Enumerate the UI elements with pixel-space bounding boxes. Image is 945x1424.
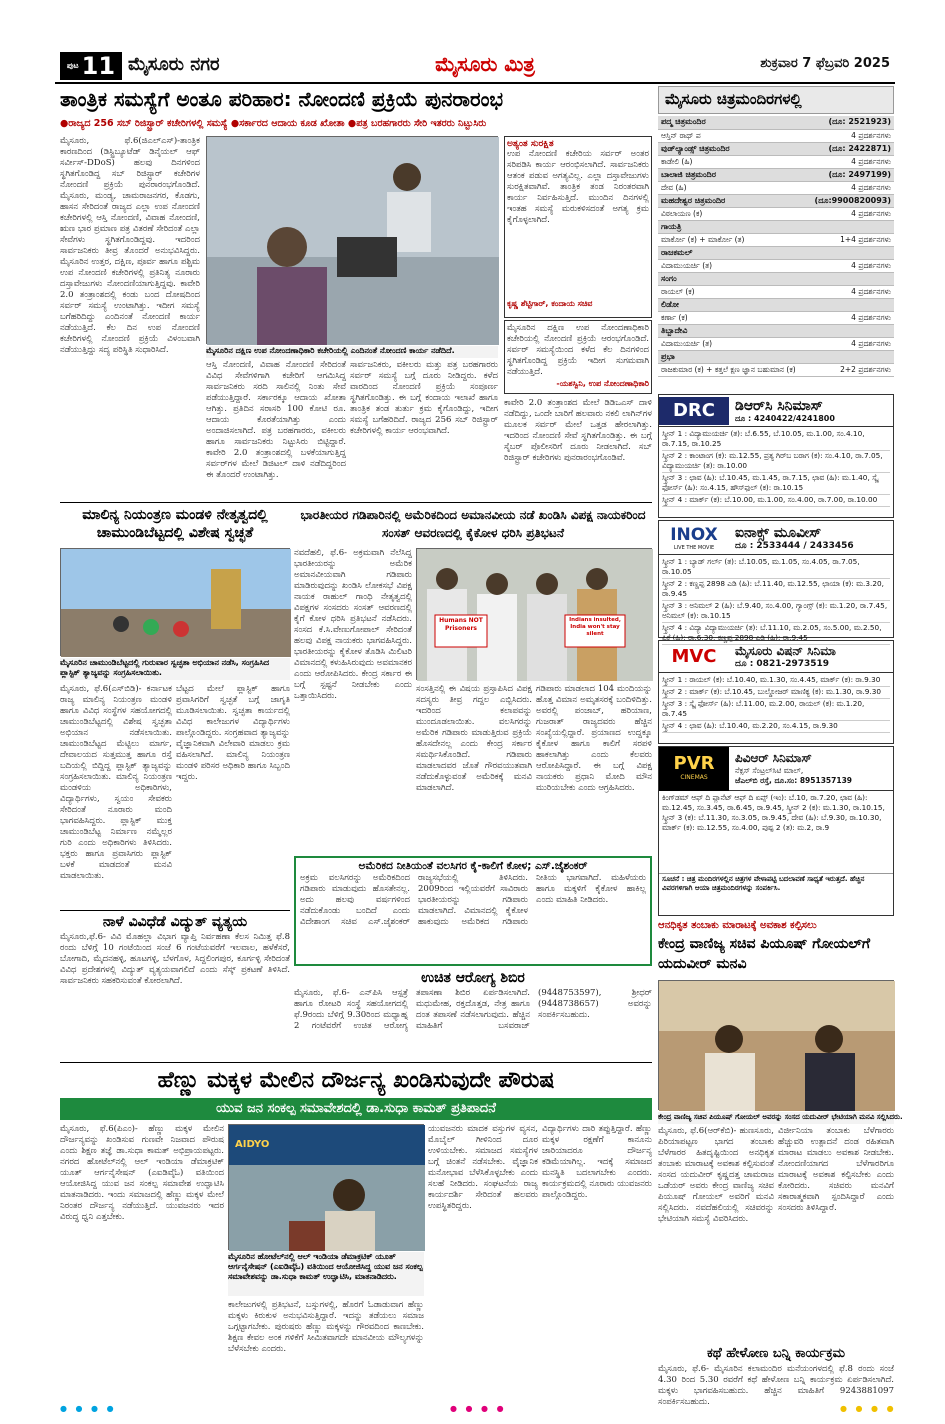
screen-row: ಸ್ಕ್ರೀನ್ 4 : ಮಾರ್ಕ್ (ಕ): ಬೆ.10.00, ಮ.1.00, ಸಂ.4.00, ರಾ.7.00, ರಾ.10.00 xyxy=(662,495,890,507)
mvc-box xyxy=(658,640,894,744)
women-caption: ಮೈಸೂರಿನ ಹೋಟೆಲ್‌ನಲ್ಲಿ ಆಲ್ ಇಂಡಿಯಾ ಡೆಮಾಕ್ರಟಿಕ್ ಯೂತ್ ಆರ್ಗನೈಸೇಷನ್ (ಎಐಡಿವೈಓ) ವತಿಯಿಂದ ಆಯೋಜಿಸಿದ್ದ ಯುವ ಜನ ಸಂಕಲ್ಪ ಸಮಾವೇಶವನ್ನು ಡಾ.ಸುಧಾ ಕಾಮತ್ ಉದ್ಘಾಟಿಸಿ, ಮಾತನಾಡಿದರು. xyxy=(228,1252,424,1296)
women-body-3: ಯುವಜನರು ಮಾದಕ ವಸ್ತುಗಳ ವ್ಯಸನ, ಮೊಬೈಲ್ ಗೀಳಿನಿಂದ ದೂರ ಉಳಿಯಬೇಕು. ಸಮಾಜದ ಸಮಸ್ಯೆಗಳ ಬಗ್ಗೆ ಚಿಂತನೆ ನಡೆಸಬೇಕು. ವೈಜ್ಞಾನಿಕ ಮನೋಭಾವ ಬೆಳೆಸಿಕೊಳ್ಳಬೇಕು ಎಂದು ಸಲಹೆ ನೀಡಿದರು. ಸಂಘಟನೆಯ ರಾಜ್ಯ ಕಾರ್ಯದರ್ಶಿ ಸೇರಿದಂತೆ ಹಲವರು ಉಪಸ್ಥಿತರಿದ್ದರು. xyxy=(428,1124,538,1211)
movie-row xyxy=(658,337,894,350)
mvc-phone: ದೂ : 0821-2973519 xyxy=(735,659,830,669)
hall-phone xyxy=(807,324,894,337)
hall-name: ಬಾಲಾಜಿ ಚಿತ್ರಮಂದಿರ xyxy=(658,168,807,181)
movie-row xyxy=(658,259,894,272)
quote-box-title: ಅತ್ಯಂತ ಸುರಕ್ಷಿತ xyxy=(507,139,554,149)
meeting-photo-illustration xyxy=(659,981,895,1111)
movie-shows: 4 ಪ್ರದರ್ಶನಗಳು xyxy=(807,337,894,350)
women-body-2: ಕಾಲೇಜುಗಳಲ್ಲಿ ಪ್ರತಿಭಟನೆ, ಬಸ್ಸುಗಳಲ್ಲಿ, ಹೊರಗೆ ಓಡಾಡುವಾಗ ಹೆಣ್ಣು ಮಕ್ಕಳು ಕಿರುಕುಳ ಅನುಭವಿಸುತ್ತಿದ್ದಾರೆ. ಇದನ್ನು ತಡೆಯಲು ಸಮಾಜ ಒಗ್ಗಟ್ಟಾಗಬೇಕು. ಪುರುಷರು ಹೆಣ್ಣು ಮಕ್ಕಳನ್ನು ಗೌರವದಿಂದ ಕಾಣಬೇಕು. ಶಿಕ್ಷಣ ಕೇವಲ ಅಂಕ ಗಳಿಕೆಗೆ ಸೀಮಿತವಾಗದೇ ಮಾನವೀಯ ಮೌಲ್ಯಗಳನ್ನು ಬೆಳೆಸಬೇಕು ಎಂದರು. xyxy=(228,1300,424,1354)
jaishankar-body: ಅಕ್ರಮ ವಲಸಿಗರನ್ನು ಅಮೆರಿಕದಿಂದ ಗಡಿಪಾರು ಮಾಡುವುದು ಹೊಸತೇನಲ್ಲ. ಅದು ಹಲವು ವರ್ಷಗಳಿಂದ ನಡೆದುಕೊಂಡು ಬಂದಿದೆ ಎಂದು ವಿದೇಶಾಂಗ ಸಚಿವ ಎಸ್.ಜೈಶಂಕರ್ ರಾಜ್ಯಸಭೆಯಲ್ಲಿ ತಿಳಿಸಿದರು. 2009ರಿಂದ ಇಲ್ಲಿಯವರೆಗೆ ಸಾವಿರಾರು ಭಾರತೀಯರನ್ನು ಗಡಿಪಾರು ಮಾಡಲಾಗಿದೆ. ವಿಮಾನದಲ್ಲಿ ಕೈಕೋಳ ಹಾಕುವುದು ಅಮೆರಿಕದ ಗಡಿಪಾರು ನೀತಿಯ ಭಾಗವಾಗಿದೆ. ಮಹಿಳೆಯರು ಹಾಗೂ ಮಕ್ಕಳಿಗೆ ಕೈಕೋಳ ಹಾಕಿಲ್ಲ ಎಂದು ಮಾಹಿತಿ ನೀಡಿದರು. xyxy=(300,873,646,927)
rule-2 xyxy=(60,910,290,911)
footer-dots-right: ● ● ● ● xyxy=(840,1404,897,1413)
hall-phone xyxy=(807,272,894,285)
protest-body-2: ಸಂಸತ್ತಿನಲ್ಲಿ ಈ ವಿಷಯ ಪ್ರಸ್ತಾಪಿಸಿದ ವಿಪಕ್ಷ ಸದಸ್ಯರು ತೀವ್ರ ಗದ್ದಲ ಎಬ್ಬಿಸಿದರು. ಇದರಿಂದ ಕಲಾಪವನ್ನು ಮುಂದೂಡಲಾಯಿತು. ವಲಸಿಗರನ್ನು ಅಮೆರಿಕ ಗಡಿಪಾರು ಮಾಡುತ್ತಿರುವ ಪ್ರಕ್ರಿಯೆ ಹೊಸದೇನಲ್ಲ ಎಂದು ಕೇಂದ್ರ ಸರ್ಕಾರ ಸಮರ್ಥಿಸಿಕೊಂಡಿದೆ. ಗಡಿಪಾರು ಮಾಡಲಾದವರ ಜೊತೆ ಗೌರವಯುತವಾಗಿ ನಡೆದುಕೊಳ್ಳುವಂತೆ ಅಮೆರಿಕಕ್ಕೆ ಮನವಿ ಮಾಡಲಾಗಿದೆ. xyxy=(416,684,532,793)
power-body: ಮೈಸೂರು,ಫೆ.6- ವಿವಿ ಮೊಹಲ್ಲಾ ವಿಭಾಗ ವ್ಯಾಪ್ತಿ ನಿರ್ವಹಣಾ ಕೆಲಸ ನಿಮಿತ್ತ ಫೆ.8 ರಂದು ಬೆಳಿಗ್ಗೆ 10 ಗಂಟೆಯಿಂದ ಸಂಜೆ 6 ಗಂಟೆಯವರೆಗೆ ಇಲವಾಲ, ಹಳೆಕೆಸರೆ, ಬೋಗಾದಿ, ಮೈದನಹಳ್ಳಿ, ಹೂಟಗಳ್ಳಿ, ಬೆಳಗೊಳ, ಸಿದ್ದಲಿಂಗಪುರ, ಕೂರ್ಗಳ್ಳಿ ಸೇರಿದಂತೆ ವಿವಿಧ ಪ್ರದೇಶಗಳಲ್ಲಿ ವಿದ್ಯುತ್ ವ್ಯತ್ಯಯವಾಗಲಿದೆ ಎಂದು ಸೆಸ್ಕ್ ಪ್ರಕಟಣೆ ತಿಳಿಸಿದೆ. ಸಾರ್ವಜನಿಕರು ಸಹಕರಿಸುವಂತೆ ಕೋರಲಾಗಿದೆ. xyxy=(60,932,290,986)
power-headline: ನಾಳೆ ವಿವಿಧೆಡೆ ವಿದ್ಯುತ್ ವ್ಯತ್ಯಯ xyxy=(102,914,248,930)
page-header xyxy=(0,48,945,82)
movie-shows: 4 ಪ್ರದರ್ಶನಗಳು xyxy=(807,181,894,194)
movie-row xyxy=(658,181,894,194)
inox-name: ಐನಾಕ್ಸ್ ಮೂವೀಸ್ xyxy=(735,524,822,541)
section-name: ಮೈಸೂರು ನಗರ xyxy=(128,54,220,75)
protest-photo-illustration xyxy=(417,549,653,681)
yaduveer-body-2: ವಿರ್ಜೀನಿಯಾ ತಂಬಾಕು ಬೆಳೆಗಾರರು ಹೆಚ್ಚುವರಿ ಉತ್ಪಾದನೆ ದಂಡ ರಹಿತವಾಗಿ ಮಾರಾಟ ಮಾಡಲು ಅವಕಾಶ ನೀಡಬೇಕು. ನೋಂದಣಿಯಾಗದ ಬೆಳೆಗಾರರಿಗೂ ಮಾರಾಟಕ್ಕೆ ಅವಕಾಶ ಕಲ್ಪಿಸಬೇಕು ಎಂದು ಕೋರಿದರು. ಸಚಿವರು ಮನವಿಗೆ ಸಕಾರಾತ್ಮಕವಾಗಿ ಸ್ಪಂದಿಸಿದ್ದಾರೆ ಎಂದು ಸಂಸದರು ತಿಳಿಸಿದ್ದಾರೆ. xyxy=(778,1126,894,1213)
movie-row xyxy=(658,285,894,298)
office-photo-illustration xyxy=(207,137,499,345)
cinema-hall-row xyxy=(658,194,894,207)
hall-phone: (ದೂ: 2422871) xyxy=(807,142,894,155)
lead-photo xyxy=(206,136,498,344)
lead-quote-box-1 xyxy=(504,136,652,318)
drc-phone: ದೂ : 4240422/4241800 xyxy=(735,413,835,423)
footer-dots-mid: ● ● ● ● xyxy=(450,1404,507,1413)
hill-cleanup-photo xyxy=(61,549,291,657)
inox-rows xyxy=(659,555,893,647)
cinema-hall-row xyxy=(658,272,894,285)
quote-box-2-text: ಮೈಸೂರಿನ ದಕ್ಷಿಣ ಉಪ ನೋಂದಣಾಧಿಕಾರಿ ಕಚೇರಿಯಲ್ಲಿ ನೋಂದಣಿ ಪ್ರಕ್ರಿಯೆ ಆರಂಭಗೊಂಡಿದೆ. ಸರ್ವರ್ ಸಮಸ್ಯೆಯಿಂದ ಕಳೆದ ಕೆಲ ದಿನಗಳಿಂದ ಸ್ಥಗಿತಗೊಂಡಿದ್ದ ಪ್ರಕ್ರಿಯೆ ಇದೀಗ ಸುಗಮವಾಗಿ ನಡೆಯುತ್ತಿದೆ. xyxy=(507,323,649,377)
women-body-4: ವಿದ್ಯಾರ್ಥಿಗಳು ದಾರಿ ತಪ್ಪುತ್ತಿದ್ದಾರೆ. ಹೆಣ್ಣು ಮಕ್ಕಳ ರಕ್ಷಣೆಗೆ ಕಾನೂನು ಜಾರಿಯಾದರೂ ದೌರ್ಜನ್ಯ ಕಡಿಮೆಯಾಗಿಲ್ಲ. ಇದಕ್ಕೆ ಸಮಾಜದ ಮನಸ್ಥಿತಿ ಬದಲಾಗಬೇಕು ಎಂದರು. ಕಾರ್ಯಕ್ರಮದಲ್ಲಿ ನೂರಾರು ಯುವಜನರು ಪಾಲ್ಗೊಂಡಿದ್ದರು. xyxy=(542,1124,652,1200)
hall-name: ವುಡ್‌ಲ್ಯಾಂಡ್ಸ್ ಚಿತ್ರಮಂದಿರ xyxy=(658,142,807,155)
page-number: 11 xyxy=(81,52,116,80)
protest-body: ನವದೆಹಲಿ, ಫೆ.6- ಅಕ್ರಮವಾಗಿ ನೆಲೆಸಿದ್ದ ಭಾರತೀಯರನ್ನು ಅಮೆರಿಕ ಅಮಾನವೀಯವಾಗಿ ಗಡಿಪಾರು ಮಾಡಿರುವುದನ್ನು ಖಂಡಿಸಿ ಲೋಕಸಭೆ ವಿಪಕ್ಷ ನಾಯಕ ರಾಹುಲ್ ಗಾಂಧಿ ನೇತೃತ್ವದಲ್ಲಿ ವಿಪಕ್ಷಗಳ ಸಂಸದರು ಸಂಸತ್ ಆವರಣದಲ್ಲಿ ಕೈಗೆ ಕೋಳ ಧರಿಸಿ ಪ್ರತಿಭಟನೆ ನಡೆಸಿದರು. ಸಂಸದ ಕೆ.ಸಿ.ವೇಣುಗೋಪಾಲ್ ಸೇರಿದಂತೆ ಹಲವು ವಿಪಕ್ಷ ನಾಯಕರು ಭಾಗವಹಿಸಿದ್ದರು. ಭಾರತೀಯರನ್ನು ಕೈಕೋಳ ತೊಡಿಸಿ ಮಿಲಿಟರಿ ವಿಮಾನದಲ್ಲಿ ಕಳುಹಿಸಿರುವುದು ಅವಮಾನಕರ ಎಂದು ಆರೋಪಿಸಿದರು. ಕೇಂದ್ರ ಸರ್ಕಾರ ಈ ಬಗ್ಗೆ ಸ್ಪಷ್ಟನೆ ನೀಡಬೇಕು ಎಂದು ಒತ್ತಾಯಿಸಿದರು. xyxy=(294,548,412,701)
cleanliness-caption: ಮೈಸೂರಿನ ಚಾಮುಂಡಿಬೆಟ್ಟದಲ್ಲಿ ಗುರುವಾರ ಸ್ವಚ್ಛತಾ ಅಭಿಯಾನ ನಡೆಸಿ, ಸಂಗ್ರಹಿಸಿದ ಪ್ಲಾಸ್ಟಿಕ್ ತ್ಯಾಜ್ಯವನ್ನು ಸಂಗ್ರಹಿಸಲಾಯಿತು. xyxy=(60,658,290,680)
cleanliness-body-2: ಬೆಟ್ಟದ ಮೇಲೆ ಪ್ಲಾಸ್ಟಿಕ್ ಹಾಗೂ ಪ್ರವಾಸಿಗರಿಗೆ ಸ್ವಚ್ಛತೆ ಬಗ್ಗೆ ಜಾಗೃತಿ ಮೂಡಿಸಲಾಯಿತು. ಸ್ವಚ್ಛತಾ ಕಾರ್ಯದಲ್ಲಿ ವಿವಿಧ ಕಾಲೇಜುಗಳ ವಿದ್ಯಾರ್ಥಿಗಳು ಪಾಲ್ಗೊಂಡಿದ್ದರು. ಸಂಗ್ರಹವಾದ ತ್ಯಾಜ್ಯವನ್ನು ವೈಜ್ಞಾನಿಕವಾಗಿ ವಿಲೇವಾರಿ ಮಾಡಲು ಕ್ರಮ ವಹಿಸಲಾಗಿದೆ. ಮಾಲಿನ್ಯ ನಿಯಂತ್ರಣ ಮಂಡಳಿ ಪರಿಸರ ಅಧಿಕಾರಿ ಹಾಗೂ ಸಿಬ್ಬಂದಿ ಇದ್ದರು. xyxy=(176,684,290,782)
lead-headline: ತಾಂತ್ರಿಕ ಸಮಸ್ಯೆಗೆ ಅಂತೂ ಪರಿಹಾರ: ನೋಂದಣಿ ಪ್ರಕ್ರಿಯೆ ಪುನರಾರಂಭ xyxy=(60,87,504,111)
movie-row xyxy=(658,207,894,220)
quote-box-text: ಉಪ ನೋಂದಣಿ ಕಚೇರಿಯ ಸರ್ವರ್ ಅಂತರ ಸರಿಪಡಿಸಿ ಕಾರ್ಯ ಆರಂಭಿಸಲಾಗಿದೆ. ಸಾರ್ವಜನಿಕರು ಆತಂಕ ಪಡುವ ಅಗತ್ಯವಿಲ್ಲ. ಎಲ್ಲಾ ದಸ್ತಾವೇಜುಗಳು ಸುರಕ್ಷಿತವಾಗಿವೆ. ತಾಂತ್ರಿಕ ತಂಡ ನಿರಂತರವಾಗಿ ಕಾರ್ಯ ನಿರ್ವಹಿಸುತ್ತಿದೆ. ಮುಂದಿನ ದಿನಗಳಲ್ಲಿ ಇಂತಹ ಸಮಸ್ಯೆ ಮರುಕಳಿಸದಂತೆ ಅಗತ್ಯ ಕ್ರಮ ಕೈಗೊಳ್ಳಲಾಗಿದೆ. xyxy=(507,149,649,225)
mvc-name: ಮೈಸೂರು ವಿಷನ್ ಸಿನಿಮಾ xyxy=(735,644,836,658)
screen-row: ಸ್ಕ್ರೀನ್ 3 : ಸ್ಕೈ ಫೋರ್ಸ್ (ಹಿ): ಬೆ.11.00, ಮ.2.00, ರಾಯಲ್ (ಕ): ಮ.1.20, ರಾ.7.45 xyxy=(662,699,890,721)
movie-title: ಕಾಡೇಲಿ (ಹಿ) xyxy=(658,155,807,168)
hall-phone: (ದೂ: 2497199) xyxy=(807,168,894,181)
drc-logo: DRC xyxy=(659,397,729,425)
story-body: ಮೈಸೂರು, ಫೆ.6- ಮೈಸೂರಿನ ಕಲಾಮಂದಿರ ಮನೆಯಂಗಳದಲ್ಲಿ ಫೆ.8 ರಂದು ಸಂಜೆ 4.30 ರಿಂದ 5.30 ರವರೆಗೆ ಕಥೆ ಹೇಳೋಣ ಬನ್ನಿ ಕಾರ್ಯಕ್ರಮ ಏರ್ಪಡಿಸಲಾಗಿದೆ. ಮಕ್ಕಳು ಭಾಗವಹಿಸಬಹುದು. ಹೆಚ್ಚಿನ ಮಾಹಿತಿಗೆ 9243881097 ಸಂಪರ್ಕಿಸಬಹುದು. xyxy=(658,1364,894,1407)
movie-shows: 2+2 ಪ್ರದರ್ಶನಗಳು xyxy=(807,363,894,376)
cinema-hall-row xyxy=(658,298,894,311)
issue-date: ಶುಕ್ರವಾರ 7 ಫೆಬ್ರವರಿ 2025 xyxy=(760,56,890,71)
screen-row: ಸ್ಕ್ರೀನ್ 2 : ಕಾಂಟಾಂಗ (ಕ): ಮ.12.55, ಪ್ರತ್ಯ ಗಿರ್‌ಬ ಬರಾಗ (ಕ): ಸಂ.4.10, ರಾ.7.05, ವಿದ್ಯಾಮುಯರ್ಚಿ (ತ): ರಾ.10.00 xyxy=(662,451,890,473)
protest-headline: ಭಾರತೀಯರ ಗಡಿಪಾರಿನಲ್ಲಿ ಅಮೆರಿಕದಿಂದ ಅಮಾನವೀಯ ನಡೆ ಖಂಡಿಸಿ ವಿಪಕ್ಷ ನಾಯಕರಿಂದ ಸಂಸತ್ ಆವರಣದಲ್ಲಿ ಕೈಕೋಳ ಧರಿಸಿ ಪ್ರತಿಭಟನೆ xyxy=(300,508,646,540)
movie-row xyxy=(658,311,894,324)
hall-name: ಪದ್ಮ ಚಿತ್ರಮಂದಿರ xyxy=(658,116,807,129)
mvc-rows xyxy=(659,673,893,735)
placard-2: Indians insulted, India won't stay silent xyxy=(569,617,621,637)
movie-shows: 4 ಪ್ರದರ್ಶನಗಳು xyxy=(807,207,894,220)
women-photo xyxy=(228,1124,424,1250)
drc-box xyxy=(658,394,894,518)
hall-phone xyxy=(807,298,894,311)
movie-shows: 4 ಪ್ರದರ್ಶನಗಳು xyxy=(807,155,894,168)
pvr-name: ಪಿವಿಆರ್ ಸಿನಿಮಾಸ್ xyxy=(735,751,812,765)
cinema-hall-row xyxy=(658,168,894,181)
hall-name: ಸಂಗಂ xyxy=(658,272,807,285)
cinema-table xyxy=(658,116,894,377)
hall-phone xyxy=(807,350,894,363)
pvr-rows: ಕಿಂಗ್‌ಡಮ್ ಆಫ್ ದಿ ಪ್ಲಾನೆಟ್ ಆಫ್ ದಿ ಏಪ್ಸ್ (ಇಂ): ಬೆ.10, ರಾ.7.20, ಛಾವ (ಹಿ): ಮ.12.45, ಸಂ.3.45, ರಾ.6.45, ರಾ.9.45, ಸ್ಕ್ರೀನ್ 2 (ಕ): ಮ.1.30, ರಾ.10.15, ಸ್ಕ್ರೀನ್ 3 (ಕ): ಬೆ.11.30, ಸಂ.3.05, ರಾ.9.45, ದೇವ (ಹಿ): ಬೆ.9.30, ರಾ.10.30, ಮಾರ್ಕ್ (ಕ): ಮ.12.55, ಸಂ.4.00, ಪುಷ್ಪ 2 (ತ): ಮ.2, ರಾ.9 xyxy=(662,793,885,832)
rule-1 xyxy=(60,502,652,503)
movie-title: ದೇವ (ಹಿ) xyxy=(658,181,807,194)
cleanliness-photo xyxy=(60,548,290,656)
movie-title: ಕರ್ಣಾ (ಕ) xyxy=(658,311,807,324)
yaduveer-kicker: ಆನಧಿಕೃತ ತಂಬಾಕು ಮಾರಾಟಕ್ಕೆ ಅವಕಾಶ ಕಲ್ಪಿಸಲು xyxy=(658,920,817,931)
inox-tag: LIVE THE MOVIE xyxy=(673,544,715,551)
yaduveer-headline: ಕೇಂದ್ರ ವಾಣಿಜ್ಯ ಸಚಿವ ಪಿಯೂಷ್ ಗೋಯಲ್‌ಗೆ ಯದುವೀರ್ ಮನವಿ xyxy=(658,936,871,972)
hall-name: ತಿಬ್ಬಾದೇವಿ xyxy=(658,324,807,337)
pvr-phone: ಜೆಎಲ್‌ಬಿ ರಸ್ತೆ, ದೂ.ಸಂ: 8951357139 xyxy=(735,776,853,785)
pvr-logo: PVR xyxy=(673,752,715,774)
page-number-box xyxy=(60,52,122,80)
cinema-title: ಮೈಸೂರು ಚಿತ್ರಮಂದಿರಗಳಲ್ಲಿ xyxy=(658,86,894,114)
screen-row: ಸ್ಕ್ರೀನ್ 2 : ಕಣ್ಣಪ್ಪ 2898 ಎಡಿ (ಹಿ): ಬೆ.11.40, ಮ.12.55, ಛಾಯಾ (ಕ): ಮ.3.20, ರಾ.9.45 xyxy=(662,579,890,601)
inox-logo-block xyxy=(659,525,729,551)
story-headline: ಕಥೆ ಹೇಳೋಣ ಬನ್ನಿ ಕಾರ್ಯಕ್ರಮ xyxy=(706,1346,846,1361)
protest-body-3: ಗಡಿಪಾರು ಮಾಡಲಾದ 104 ಮಂದಿಯನ್ನು ಹೊತ್ತ ವಿಮಾನ ಅಮೃತಸರಕ್ಕೆ ಬಂದಿಳಿದಿತ್ತು. ಅವರಲ್ಲಿ ಪಂಜಾಬ್, ಹರಿಯಾಣ, ಗುಜರಾತ್ ರಾಜ್ಯದವರು ಹೆಚ್ಚಿನ ಸಂಖ್ಯೆಯಲ್ಲಿದ್ದಾರೆ. ಪ್ರಯಾಣದ ಉದ್ದಕ್ಕೂ ಕೈಕೋಳ ಹಾಗೂ ಕಾಲಿಗೆ ಸರಪಳಿ ಹಾಕಲಾಗಿತ್ತು ಎಂದು ಕೆಲವರು ಆರೋಪಿಸಿದ್ದಾರೆ. ಈ ಬಗ್ಗೆ ವಿಪಕ್ಷ ನಾಯಕರು ಪ್ರಧಾನಿ ಮೋದಿ ಮೌನ ಮುರಿಯಬೇಕು ಎಂದು ಆಗ್ರಹಿಸಿದರು. xyxy=(536,684,652,793)
cinema-hall-row xyxy=(658,142,894,155)
health-headline: ಉಚಿತ ಆರೋಗ್ಯ ಶಿಬಿರ xyxy=(421,970,525,986)
jaishankar-box xyxy=(294,856,652,966)
screen-row: ಸ್ಕ್ರೀನ್ 4 : ಛಾವ (ಹಿ): ಬೆ.10.40, ಮ.2.20, ಸಂ.4.15, ರಾ.9.30 xyxy=(662,721,890,733)
movie-title: ವಿದಾಮುಯರ್ಚಿ (ತ) xyxy=(658,259,807,272)
lead-body-col3: ಸಾರ್ವಜನಿಕರು, ವಕೀಲರು ಮತ್ತು ಪತ್ರ ಬರಹಗಾರರು ಸರ್ವರ್ ಸಮಸ್ಯೆ ಬಗ್ಗೆ ದೂರು ನೀಡಿದ್ದರು. ಕಳೆದ ವಾರದಿಂದ ನೋಂದಣಿ ಪ್ರಕ್ರಿಯೆ ಸಂಪೂರ್ಣ ಸ್ಥಗಿತಗೊಂಡಿತ್ತು. ಈ ಬಗ್ಗೆ ಕಂದಾಯ ಇಲಾಖೆ ಹಾಗೂ ತಾಂತ್ರಿಕ ತಂಡ ತುರ್ತು ಕ್ರಮ ಕೈಗೊಂಡಿದ್ದು, ಇದೀಗ ಸಮಸ್ಯೆ ಬಗೆಹರಿದಿದೆ. ರಾಜ್ಯದ 256 ಸಬ್ ರಿಜಿಸ್ಟ್ರಾರ್ ಕಚೇರಿಗಳಲ್ಲಿ ಕಾರ್ಯ ಆರಂಭವಾಗಿದೆ. xyxy=(350,360,498,436)
cinema-hall-row xyxy=(658,220,894,233)
yaduveer-photo xyxy=(658,980,894,1110)
hall-name: ಗಾಯತ್ರಿ xyxy=(658,220,807,233)
pvr-addr: ನೆಕ್ಸಸ್ ಸೆಂಟ್ರಲ್‌ಸಿಟಿ ಮಾಲ್, xyxy=(735,766,804,775)
movie-shows: 1+4 ಪ್ರದರ್ಶನಗಳು xyxy=(807,233,894,246)
protest-photo xyxy=(416,548,652,680)
movie-shows: 4 ಪ್ರದರ್ಶನಗಳು xyxy=(807,129,894,142)
footer-dots-left: ● ● ● ● xyxy=(60,1404,117,1413)
pvr-logo-block xyxy=(659,747,729,791)
mvc-logo: MVC xyxy=(671,646,717,667)
hall-phone: (ದೂ:9900820093) xyxy=(807,194,894,207)
lead-quote-box-2 xyxy=(504,320,652,394)
movie-row xyxy=(658,233,894,246)
quote-box-byline: ಕೃಷ್ಣ ಶೆಟ್ಟಿಗಾರ್, ಕಂದಾಯ ಸಚಿವ xyxy=(507,299,593,308)
movie-shows: 4 ಪ್ರದರ್ಶನಗಳು xyxy=(807,285,894,298)
cleanliness-body: ಮೈಸೂರು, ಫೆ.6(ಎಸ್‌ಬಿಡಿ)- ಕರ್ನಾಟಕ ರಾಜ್ಯ ಮಾಲಿನ್ಯ ನಿಯಂತ್ರಣ ಮಂಡಳಿ ಹಾಗೂ ವಿವಿಧ ಸಂಸ್ಥೆಗಳ ಸಹಯೋಗದಲ್ಲಿ ಚಾಮುಂಡಿಬೆಟ್ಟದಲ್ಲಿ ವಿಶೇಷ ಸ್ವಚ್ಛತಾ ಅಭಿಯಾನ ನಡೆಸಲಾಯಿತು. ಚಾಮುಂಡಿಬೆಟ್ಟದ ಮೆಟ್ಟಿಲು ಮಾರ್ಗ, ದೇವಾಲಯದ ಸುತ್ತಮುತ್ತ ಹಾಗೂ ರಸ್ತೆ ಬದಿಯಲ್ಲಿ ಬಿದ್ದಿದ್ದ ಪ್ಲಾಸ್ಟಿಕ್ ತ್ಯಾಜ್ಯವನ್ನು ಸಂಗ್ರಹಿಸಲಾಯಿತು. ಮಾಲಿನ್ಯ ನಿಯಂತ್ರಣ ಮಂಡಳಿಯ ಅಧಿಕಾರಿಗಳು, ವಿದ್ಯಾರ್ಥಿಗಳು, ಸ್ವಯಂ ಸೇವಕರು ಸೇರಿದಂತೆ ನೂರಾರು ಮಂದಿ ಭಾಗವಹಿಸಿದ್ದರು. ಪ್ಲಾಸ್ಟಿಕ್ ಮುಕ್ತ ಚಾಮುಂಡಿಬೆಟ್ಟ ನಿರ್ಮಾಣ ನಮ್ಮೆಲ್ಲರ ಗುರಿ ಎಂದು ಅಧಿಕಾರಿಗಳು ತಿಳಿಸಿದರು. ಭಕ್ತರು ಹಾಗೂ ಪ್ರವಾಸಿಗರು ಪ್ಲಾಸ್ಟಿಕ್ ಬಳಕೆ ಮಾಡದಂತೆ ಮನವಿ ಮಾಡಲಾಯಿತು. xyxy=(60,684,172,881)
movie-row xyxy=(658,129,894,142)
hall-phone xyxy=(807,220,894,233)
inox-phone: ದೂ : 2533444 / 2433456 xyxy=(735,540,854,551)
lead-subhead: ●ರಾಜ್ಯದ 256 ಸಬ್ ರಿಜಿಸ್ಟ್ರಾರ್ ಕಚೇರಿಗಳಲ್ಲಿ ಸಮಸ್ಯೆ ●ಸರ್ಕಾರದ ಆದಾಯ ಕೂಡ ಖೋತಾ ●ಪತ್ರ ಬರಹಗಾರರು ಸೇರಿ ಇತರರು ನಿಟ್ಟುಸಿರು xyxy=(60,118,487,129)
pvr-sub: CINEMAS xyxy=(680,773,708,781)
cinema-hall-row xyxy=(658,324,894,337)
placard-1: Humans NOT Prisoners xyxy=(439,617,483,632)
header-rule xyxy=(55,82,895,84)
movie-row xyxy=(658,363,894,376)
pvr-box xyxy=(658,746,894,916)
movie-title: ವಿದಾಮುಯರ್ಚಿ (ತ) xyxy=(658,337,807,350)
screen-row: ಸ್ಕ್ರೀನ್ 3 : ಅನಿಮಲ್ 2 (ಹಿ): ಬೆ.9.40, ಸಂ.4.00, ಗ್ಯಾಂಗ್ಸ್ (ಕ): ಮ.1.20, ರಾ.7.45, ಅನಿಮಲ್ (ಕ): ರಾ.10.15 xyxy=(662,601,890,623)
page-label: ಪುಟ xyxy=(66,61,79,70)
movie-shows: 4 ಪ್ರದರ್ಶನಗಳು xyxy=(807,259,894,272)
lead-body-col2: ಆಸ್ತಿ ನೋಂದಣಿ, ವಿವಾಹ ನೋಂದಣಿ ಸೇರಿದಂತೆ ವಿವಿಧ ಸೇವೆಗಳಿಗಾಗಿ ಕಚೇರಿಗೆ ಆಗಮಿಸಿದ್ದ ಸಾರ್ವಜನಿಕರು ಸರದಿ ಸಾಲಿನಲ್ಲಿ ನಿಂತು ಸೇವೆ ಪಡೆಯುತ್ತಿದ್ದಾರೆ. ಸರ್ಕಾರಕ್ಕೂ ಆದಾಯ ಖೋತಾ ಆಗಿತ್ತು. ಪ್ರತಿದಿನ ಸರಾಸರಿ 100 ಕೋಟಿ ರೂ. ಆದಾಯ ಕೊರತೆಯಾಗಿತ್ತು ಎಂದು ಅಂದಾಜಿಸಲಾಗಿದೆ. ಪತ್ರ ಬರಹಗಾರರು, ವಕೀಲರು ಹಾಗೂ ಸಾರ್ವಜನಿಕರು ನಿಟ್ಟುಸಿರು ಬಿಟ್ಟಿದ್ದಾರೆ. ಕಾವೇರಿ 2.0 ತಂತ್ರಾಂಶದಲ್ಲಿ ಬಳಕೆಯಾಗುತ್ತಿದ್ದ ಸರ್ವರ್‌ಗಳ ಮೇಲೆ ಡಿಜಿಟಲ್ ದಾಳಿ ನಡೆದಿದ್ದರಿಂದ ಈ ತೊಂದರೆ ಉಂಟಾಗಿತ್ತು. xyxy=(206,360,346,480)
hall-name: ಮಹದೇಶ್ವರ ಚಿತ್ರಮಂದಿರ xyxy=(658,194,807,207)
cinema-hall-row xyxy=(658,246,894,259)
hall-name: ರಾಜಕಮಲ್ xyxy=(658,246,807,259)
yaduveer-body-1: ಮೈಸೂರು, ಫೆ.6(ಆರ್‌ಕೆಬಿ)- ಹುಣಸೂರು, ಪಿರಿಯಾಪಟ್ಟಣ ಭಾಗದ ತಂಬಾಕು ಬೆಳೆಗಾರರ ಹಿತದೃಷ್ಟಿಯಿಂದ ಅನಧಿಕೃತ ತಂಬಾಕು ಮಾರಾಟಕ್ಕೆ ಅವಕಾಶ ಕಲ್ಪಿಸುವಂತೆ ಸಂಸದ ಯದುವೀರ್ ಕೃಷ್ಣದತ್ತ ಚಾಮರಾಜ ಒಡೆಯರ್ ಅವರು ಕೇಂದ್ರ ವಾಣಿಜ್ಯ ಸಚಿವ ಪಿಯೂಷ್ ಗೋಯಲ್ ಅವರಿಗೆ ಮನವಿ ಸಲ್ಲಿಸಿದರು. ನವದೆಹಲಿಯಲ್ಲಿ ಸಚಿವರನ್ನು ಭೇಟಿಯಾಗಿ ಸಮಸ್ಯೆ ವಿವರಿಸಿದರು. xyxy=(658,1126,774,1224)
movie-title: ರಾಯಲ್ (ಕ) xyxy=(658,285,807,298)
lead-body-col1: ಮೈಸೂರು, ಫೆ.6(ಜಿಎಲ್‌ಎಸ್)-ತಾಂತ್ರಿಕ ಕಾರಣದಿಂದ (ಡಿಸ್ಟ್ರಿಬ್ಯೂಟೆಡ್ ಡಿನೈಯಲ್ ಆಫ್ ಸರ್ವೀಸ್-DDoS) ಹಲವು ದಿನಗಳಿಂದ ಸ್ಥಗಿತಗೊಂಡಿದ್ದ ಸಬ್ ರಿಜಿಸ್ಟ್ರಾರ್ ಕಚೇರಿಗಳ ನೋಂದಣಿ ಪ್ರಕ್ರಿಯೆ ಪುನರಾರಂಭಗೊಂಡಿದೆ. ಮೈಸೂರು, ಮಂಡ್ಯ, ಚಾಮರಾಜನಗರ, ಕೊಡಗು, ಹಾಸನ ಸೇರಿದಂತೆ ರಾಜ್ಯದ ಎಲ್ಲಾ ಉಪ ನೋಂದಣಿ ಕಚೇರಿಗಳಲ್ಲಿ ಆಸ್ತಿ ನೋಂದಣಿ, ವಿವಾಹ ನೋಂದಣಿ, ಋಣ ಭಾರ ಪ್ರಮಾಣ ಪತ್ರ ವಿತರಣೆ ಸೇರಿದಂತೆ ಎಲ್ಲಾ ಸೇವೆಗಳು ಸ್ಥಗಿತಗೊಂಡಿದ್ದವು. ಇದರಿಂದ ಸಾರ್ವಜನಿಕರು ತೀವ್ರ ತೊಂದರೆ ಅನುಭವಿಸಿದ್ದರು. ಮೈಸೂರಿನ ಉತ್ತರ, ದಕ್ಷಿಣ, ಪೂರ್ವ ಹಾಗೂ ಪಶ್ಚಿಮ ಉಪ ನೋಂದಣಿ ಕಚೇರಿಗಳಲ್ಲಿ ಪ್ರತಿನಿತ್ಯ ನೂರಾರು ದಸ್ತಾವೇಜುಗಳು ನೋಂದಣಿಯಾಗುತ್ತಿದ್ದವು. ಕಾವೇರಿ 2.0 ತಂತ್ರಾಂಶದಲ್ಲಿ ಕಂಡು ಬಂದ ದೋಷದಿಂದ ಸರ್ವರ್ ಸಮಸ್ಯೆ ಉಂಟಾಗಿತ್ತು. ಇದೀಗ ಸಮಸ್ಯೆ ಬಗೆಹರಿದಿದ್ದು ಎಂದಿನಂತೆ ನೋಂದಣಿ ಕಾರ್ಯ ನಡೆಯುತ್ತಿದೆ. ಕೆಲ ದಿನ ಉಪ ನೋಂದಣಿ ಕಚೇರಿಗಳಲ್ಲಿ ನೋಂದಣಿ ಪ್ರಕ್ರಿಯೆ ವಿಳಂಬವಾಗಿ ನಡೆಯುತ್ತಿದ್ದು ಸದ್ಯ ಪರಿಸ್ಥಿತಿ ಸುಧಾರಿಸಿದೆ. xyxy=(60,136,200,355)
screen-row: ಸ್ಕ್ರೀನ್ 1 : ಬ್ಯಾಡ್ ಗರ್ಲ್ (ತ): ಬೆ.10.05, ಮ.1.05, ಸಂ.4.05, ರಾ.7.05, ರಾ.10.05 xyxy=(662,557,890,579)
movie-shows: 4 ಪ್ರದರ್ಶನಗಳು xyxy=(807,311,894,324)
cleanliness-headline: ಮಾಲಿನ್ಯ ನಿಯಂತ್ರಣ ಮಂಡಳಿ ನೇತೃತ್ವದಲ್ಲಿ ಚಾಮುಂಡಿಬೆಟ್ಟದಲ್ಲಿ ವಿಶೇಷ ಸ್ವಚ್ಛತೆ xyxy=(82,507,268,541)
inox-box xyxy=(658,520,894,642)
banner-text-aidyo: AIDYO xyxy=(235,1139,270,1150)
masthead: ಮೈಸೂರು ಮಿತ್ರ xyxy=(435,52,535,76)
movie-title: ವಿಠಲಾಯಣ (ಕ) xyxy=(658,207,807,220)
movie-row xyxy=(658,155,894,168)
cinema-hall-row xyxy=(658,116,894,129)
lead-photo-caption: ಮೈಸೂರಿನ ದಕ್ಷಿಣ ಉಪ ನೋಂದಣಾಧಿಕಾರಿ ಕಚೇರಿಯಲ್ಲಿ ಎಂದಿನಂತೆ ನೋಂದಣಿ ಕಾರ್ಯ ನಡೆದಿದೆ. xyxy=(206,346,498,358)
yaduveer-caption: ಕೇಂದ್ರ ವಾಣಿಜ್ಯ ಸಚಿವ ಪಿಯೂಷ್ ಗೋಯಲ್ ಅವರನ್ನು ಸಂಸದ ಯದುವೀರ್ ಭೇಟಿಯಾಗಿ ಮನವಿ ಸಲ್ಲಿಸಿದರು. xyxy=(658,1112,894,1124)
screen-row: ಸ್ಕ್ರೀನ್ 1 : ವಿದ್ಯಾಮುಯರ್ಚಿ (ತ): ಬೆ.6.55, ಬೆ.10.05, ಮ.1.00, ಸಂ.4.10, ರಾ.7.15, ರಾ.10.25 xyxy=(662,429,890,451)
health-body: ಮೈಸೂರು, ಫೆ.6- ಎನ್‌ಪಿಸಿ ಆಸ್ಪತ್ರೆ ಹಾಗೂ ರೋಟರಿ ಸಂಸ್ಥೆ ಸಹಯೋಗದಲ್ಲಿ ಫೆ.9ರಂದು ಬೆಳಿಗ್ಗೆ 9.30ರಿಂದ ಮಧ್ಯಾಹ್ನ 2 ಗಂಟೆವರೆಗೆ ಉಚಿತ ಆರೋಗ್ಯ ತಪಾಸಣಾ ಶಿಬಿರ ಏರ್ಪಡಿಸಲಾಗಿದೆ. ಮಧುಮೇಹ, ರಕ್ತದೊತ್ತಡ, ನೇತ್ರ ಹಾಗೂ ದಂತ ತಪಾಸಣೆ ನಡೆಸಲಾಗುವುದು. ಹೆಚ್ಚಿನ ಮಾಹಿತಿಗೆ ಬಸವರಾಜ್ (9448753597), ಶ್ರೀಧರ್ (9448738657) ಅವರನ್ನು ಸಂಪರ್ಕಿಸಬಹುದು. xyxy=(294,988,652,1031)
cinema-hall-row xyxy=(658,350,894,363)
hall-phone xyxy=(807,246,894,259)
movie-title: ಆಸ್ತಿನ್ ರಾಥ್ ಪ xyxy=(658,129,807,142)
women-headline: ಹೆಣ್ಣು ಮಕ್ಕಳ ಮೇಲಿನ ದೌರ್ಜನ್ಯ ಖಂಡಿಸುವುದೇ ಪೌರುಷ xyxy=(157,1068,555,1093)
hall-name: ಪ್ರಭಾ xyxy=(658,350,807,363)
women-body-1: ಮೈಸೂರು, ಫೆ.6(ಪಿಎಂ)- ಹೆಣ್ಣು ಮಕ್ಕಳ ಮೇಲಿನ ದೌರ್ಜನ್ಯವನ್ನು ಖಂಡಿಸುವ ಗುಣವೇ ನಿಜವಾದ ಪೌರುಷ ಎಂದು ಶಿಕ್ಷಣ ತಜ್ಞೆ ಡಾ.ಸುಧಾ ಕಾಮತ್ ಅಭಿಪ್ರಾಯಪಟ್ಟರು. ನಗರದ ಹೋಟೆಲ್‌ನಲ್ಲಿ ಆಲ್ ಇಂಡಿಯಾ ಡೆಮಾಕ್ರಟಿಕ್ ಯೂತ್ ಆರ್ಗನೈಸೇಷನ್ (ಎಐಡಿವೈಓ) ವತಿಯಿಂದ ಆಯೋಜಿಸಿದ್ದ ಯುವ ಜನ ಸಂಕಲ್ಪ ಸಮಾವೇಶ ಉದ್ಘಾಟಿಸಿ ಮಾತನಾಡಿದರು. ಇಂದು ಸಮಾಜದಲ್ಲಿ ಹೆಣ್ಣು ಮಕ್ಕಳ ಮೇಲೆ ನಿರಂತರ ದೌರ್ಜನ್ಯ ನಡೆಯುತ್ತಿದೆ. ಯುವಜನರು ಇದರ ವಿರುದ್ಧ ಧ್ವನಿ ಎತ್ತಬೇಕು. xyxy=(60,1124,224,1222)
movie-title: ರಾಜಕುಮಾರ (ಕ) + ಕತ್ತಲೆ ಕ್ಷಣ ಜ್ಞಾನ ಬಹುಮಾನ (ಕ) xyxy=(658,363,807,376)
jaishankar-headline: ಅಮೆರಿಕದ ನೀತಿಯಂತೆ ವಲಸಿಗರ ಕೈ-ಕಾಲಿಗೆ ಕೋಳ; ಎಸ್.ಜೈಶಂಕರ್ xyxy=(358,860,588,872)
drc-name: ಡಿಆರ್‌ಸಿ ಸಿನಿಮಾಸ್ xyxy=(735,397,823,414)
hall-name: ಲಿಡೋ xyxy=(658,298,807,311)
quote-box-2-byline: -ಯಶಸ್ವಿನಿ, ಉಪ ನೋಂದಣಾಧಿಕಾರಿ xyxy=(556,379,649,388)
drc-rows xyxy=(659,427,893,509)
women-banner: ಯುವ ಜನ ಸಂಕಲ್ಪ ಸಮಾವೇಶದಲ್ಲಿ ಡಾ.ಸುಧಾ ಕಾಮತ್ ಪ್ರತಿಪಾದನೆ xyxy=(60,1098,652,1120)
cinema-schedule xyxy=(658,116,894,390)
movie-title: ಮಾರ್ಕೋ (ಕ) + ಮಾರ್ಕೋ (ತ) xyxy=(658,233,807,246)
screen-row: ಸ್ಕ್ರೀನ್ 2 : ಮಾರ್ಕ್ (ಕ): ಬೆ.10.45, ಬುಲ್ಡೋಜರ್ ಮಾಣಿಕ್ಯ (ಕ): ಮ.1.30, ರಾ.9.30 xyxy=(662,687,890,699)
screen-row: ಸ್ಕ್ರೀನ್ 3 : ಛಾವ (ಹಿ): ಬೆ.10.45, ಮ.1.45, ರಾ.7.15, ಛಾವ (ಹಿ): ಮ.1.40, ಸ್ಕೈ ಫೋರ್ಸ್ (ಹಿ): ಸಂ.4.15, ಹೌಸ್‌ಫುಲ್ (ಕ): ರಾ.10.15 xyxy=(662,473,890,495)
screen-row: ಸ್ಕ್ರೀನ್ 1 : ರಾಯಲ್ (ಕ): ಬೆ.10.40, ಮ.1.30, ಸಂ.4.45, ಮಾರ್ಕ್ (ಕ): ರಾ.9.30 xyxy=(662,675,890,687)
rule-3 xyxy=(60,1062,652,1063)
pvr-note: ಸೂಚನೆ : ಚಿತ್ರ ಮಂದಿರಗಳಲ್ಲಿನ ಚಿತ್ರಗಳ ವೇಳಾಪಟ್ಟಿ ಬದಲಾವಣೆ ಸಾಧ್ಯತೆ ಇರುತ್ತದೆ. ಹೆಚ್ಚಿನ ವಿವರಗಳಿಗಾಗಿ ಆಯಾ ಚಿತ್ರಮಂದಿರಗಳನ್ನು ಸಂಪರ್ಕಿಸಿ. xyxy=(659,873,893,903)
screen-row: ಸ್ಕ್ರೀನ್ 4 : ವಿದ್ಯಾ ವಿದ್ಯಾಮುಯರ್ಚಿ (ತ): ಬೆ.11.10, ಮ.2.05, ಸಂ.5.00, ಮ.2.50, ಪಿಕೆ (ಹಿ): ರಾ.6.30, ಕಣ್ಣಪ್ಪ 2898 ಎಡಿ (ಹಿ): ರಾ.9.45 xyxy=(662,623,890,645)
inox-logo: INOX xyxy=(670,524,718,545)
hall-phone: (ದೂ: 2521923) xyxy=(807,116,894,129)
lead-body-col4: ಕಾವೇರಿ 2.0 ತಂತ್ರಾಂಶದ ಮೇಲೆ ಡಿಡಿಒಎಸ್ ದಾಳಿ ನಡೆದಿದ್ದು, ಒಂದೇ ಬಾರಿಗೆ ಹಲವಾರು ನಕಲಿ ಲಾಗಿನ್‌ಗಳ ಮೂಲಕ ಸರ್ವರ್ ಮೇಲೆ ಒತ್ತಡ ಹೇರಲಾಗಿತ್ತು. ಇದರಿಂದ ನೋಂದಣಿ ಸೇವೆ ಸ್ಥಗಿತಗೊಂಡಿತ್ತು. ಈ ಬಗ್ಗೆ ಸೈಬರ್ ಪೊಲೀಸರಿಗೆ ದೂರು ನೀಡಲಾಗಿದೆ. ಸಬ್ ರಿಜಿಸ್ಟ್ರಾರ್ ಕಚೇರಿಗಳು ಪುನರಾರಂಭಗೊಂಡಿವೆ. xyxy=(504,398,653,463)
